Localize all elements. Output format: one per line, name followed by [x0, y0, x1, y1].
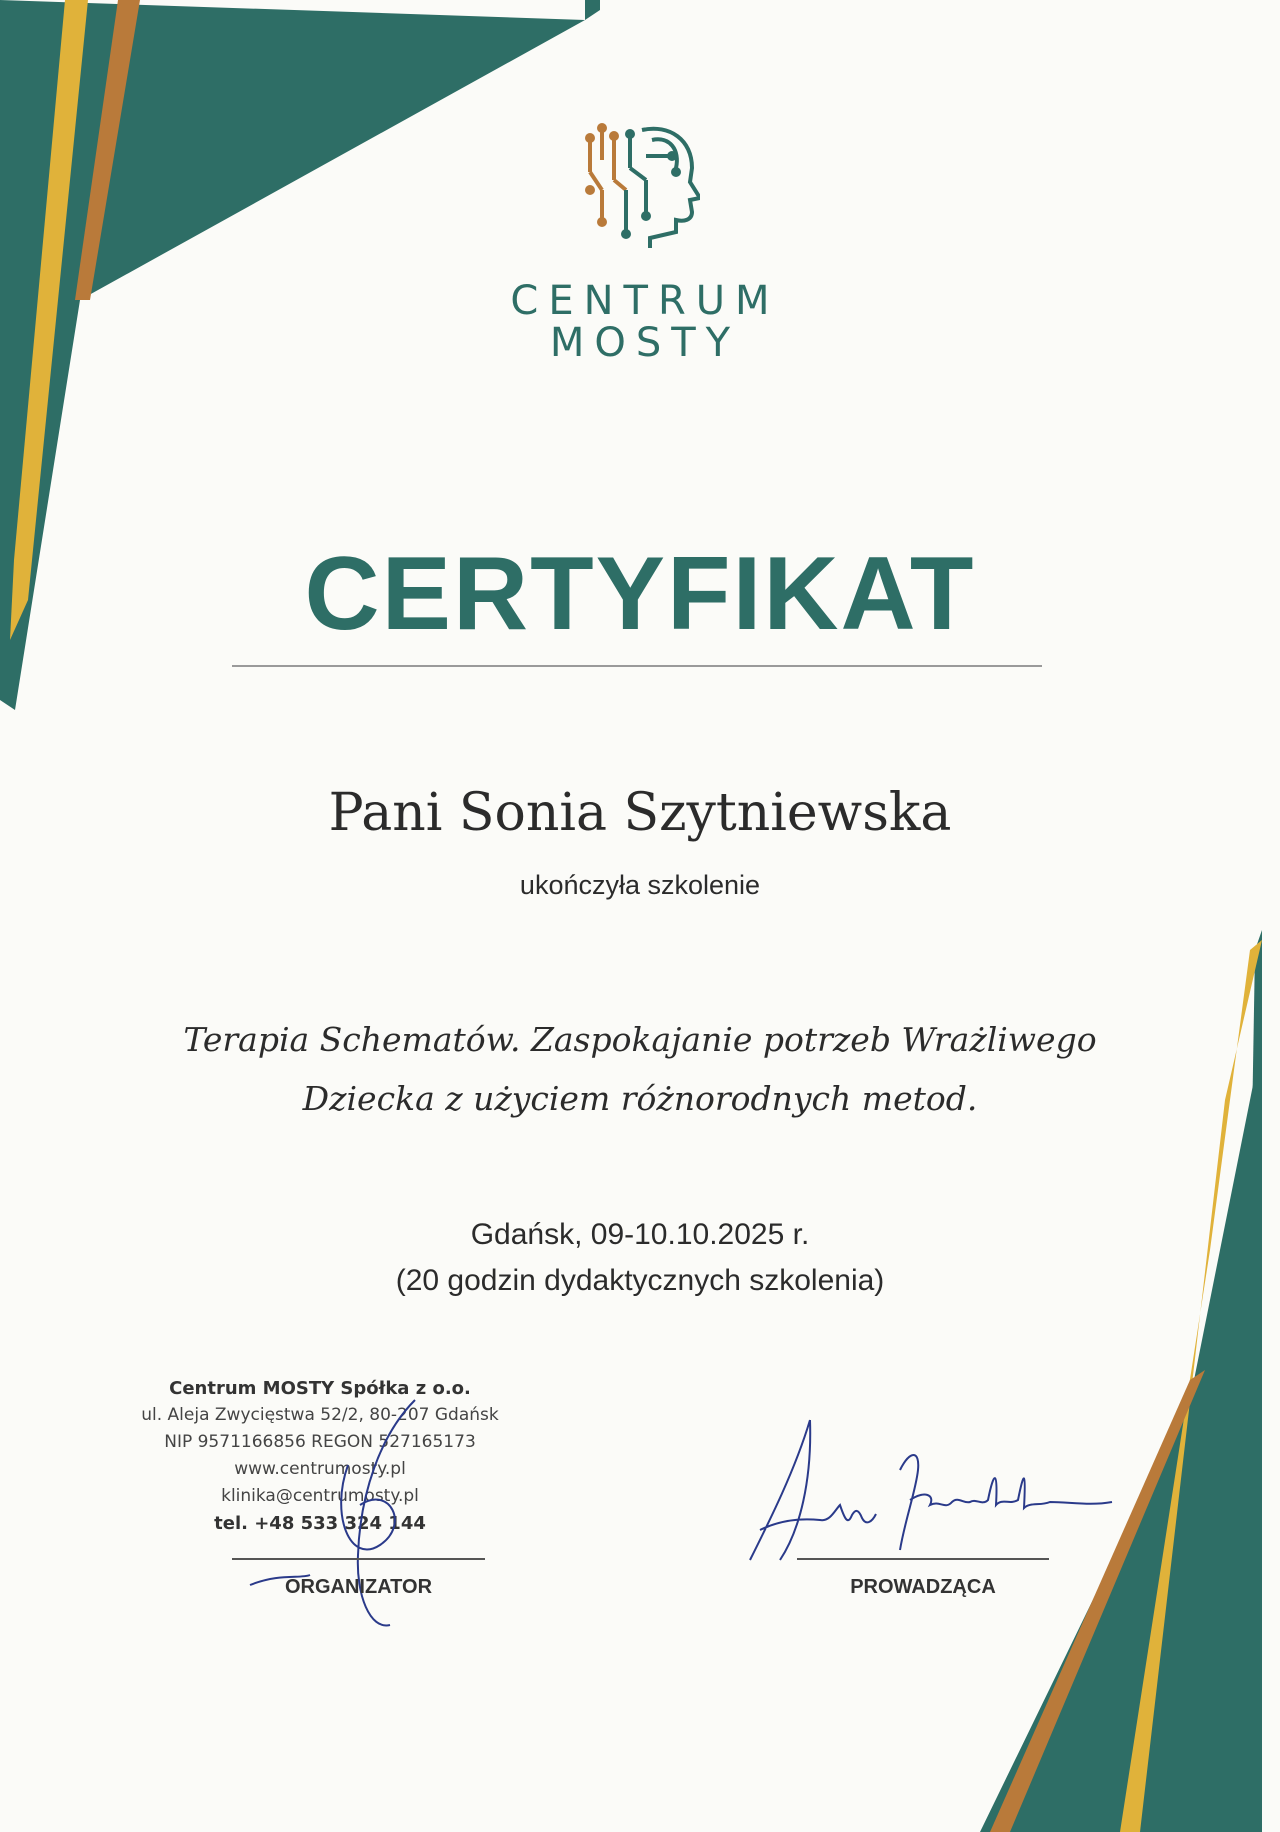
organizer-label: ORGANIZATOR	[284, 1576, 433, 1598]
lead-label: PROWADZĄCA	[850, 1576, 996, 1598]
completed-text: ukończyła szkolenie	[519, 870, 761, 900]
certificate-title: CERTYFIKAT	[304, 536, 976, 652]
organizer-phone: tel. +48 533 324 144	[214, 1513, 426, 1534]
title-divider	[232, 665, 1042, 667]
recipient-name: Pani Sonia Szytniewska	[328, 783, 952, 843]
organizer-ids: NIP 9571166856 REGON 527165173	[164, 1432, 476, 1452]
course-title	[100, 1010, 1180, 1128]
place-and-date	[0, 1212, 1280, 1304]
lead-signature-line	[797, 1558, 1049, 1560]
place-date: Gdańsk, 09-10.10.2025 r.	[470, 1218, 810, 1251]
logo-line-1: CENTRUM	[510, 278, 780, 324]
course-title-line-2: Dziecka z użyciem różnorodnych metod.	[302, 1079, 978, 1118]
organizer-signature	[240, 1395, 440, 1635]
training-hours: (20 godzin dydaktycznych szkolenia)	[395, 1264, 885, 1297]
organizer-email: klinika@centrumosty.pl	[221, 1486, 419, 1506]
organizer-address: ul. Aleja Zwycięstwa 52/2, 80-207 Gdańsk	[141, 1405, 499, 1425]
circuit-head-icon	[580, 120, 700, 250]
organizer-signature-line	[232, 1558, 485, 1560]
logo-line-2: MOSTY	[549, 320, 741, 366]
lead-signature	[740, 1410, 1120, 1570]
organizer-company: Centrum MOSTY Spółka z o.o.	[169, 1378, 471, 1399]
course-title-line-1: Terapia Schematów. Zaspokajanie potrzeb Wrażliwego	[183, 1020, 1097, 1059]
centrum-mosty-logo	[500, 120, 780, 364]
organizer-website: www.centrumosty.pl	[234, 1459, 406, 1479]
